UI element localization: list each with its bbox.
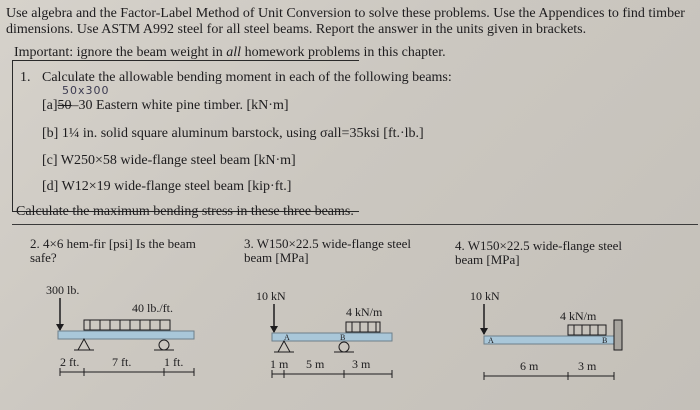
p3-roller-support: [339, 342, 349, 352]
problem-1-number: 1.: [20, 70, 31, 85]
p4-fixed-wall: [614, 320, 622, 350]
p3-beam: [272, 333, 392, 341]
p3-dim-3: 3 m: [352, 357, 371, 371]
p2-pin-support: [78, 339, 90, 350]
p2-roller-support: [159, 340, 169, 350]
p2-dim-3: 1 ft.: [164, 355, 184, 369]
problem-1-text: Calculate the allowable bending moment in each of the following beams:: [42, 70, 452, 85]
problem-2-beam-diagram: [40, 280, 220, 390]
problem-2-title-1: 2. 4×6 hem-fir [psi] Is the beam: [30, 236, 196, 251]
p2-dim-1: 2 ft.: [60, 355, 80, 369]
p3-pin-support: [278, 341, 290, 352]
p3-dim-1: 1 m: [270, 357, 289, 371]
intro-line-1: Use algebra and the Factor-Label Method of Unit Conversion to solve these problems. Use the Appendices to find timber: [6, 6, 685, 21]
intro-line-2: dimensions. Use ASTM A992 steel for all steel beams. Report the answer in the units given in brackets.: [6, 22, 587, 37]
p2-point-load-label: 300 lb.: [46, 283, 80, 297]
p2-dist-load-label: 40 lb./ft.: [132, 301, 173, 315]
stress-header: Calculate the maximum bending stress in these three beams.: [16, 204, 354, 219]
p4-dim-1: 6 m: [520, 359, 539, 373]
problem-3-title-2: beam [MPa]: [244, 250, 309, 265]
p4-beam: [484, 336, 614, 344]
problem-3-title-1: 3. W150×22.5 wide-flange steel: [244, 236, 412, 251]
handwritten-note: 50x300: [62, 84, 110, 97]
p4-point-load-label: 10 kN: [470, 289, 500, 303]
p3-dim-2: 5 m: [306, 357, 325, 371]
problem-4-title-1: 4. W150×22.5 wide-flange steel: [455, 238, 623, 253]
p4-label-a: A: [488, 336, 494, 345]
p2-dim-2: 7 ft.: [112, 355, 132, 369]
p3-dist-load-box: [346, 322, 380, 332]
p3-label-b: B: [340, 333, 346, 342]
problem-4-beam-diagram: [470, 280, 650, 390]
p3-dist-load-label: 4 kN/m: [346, 305, 383, 319]
important-note: Important: ignore the beam weight in all homework problems in this chapter.: [14, 45, 446, 60]
problem-1a: [a]50–30 Eastern white pine timber. [kN·m]: [42, 98, 289, 113]
problem-1d: [d] W12×19 wide-flange steel beam [kip·ft.]: [42, 179, 292, 194]
p4-label-b: B: [602, 336, 608, 345]
p4-dist-load-label: 4 kN/m: [560, 309, 597, 323]
p2-dist-load-box: [84, 320, 170, 330]
p3-point-load-label: 10 kN: [256, 289, 286, 303]
problem-1c: [c] W250×58 wide-flange steel beam [kN·m]: [42, 153, 296, 168]
divider: [12, 224, 698, 225]
problem-1b: [b] 1¼ in. solid square aluminum barstock, using σall=35ksi [ft.·lb.]: [42, 126, 424, 141]
p4-dim-2: 3 m: [578, 359, 597, 373]
p2-beam: [58, 331, 194, 339]
p3-label-a: A: [284, 333, 290, 342]
problem-4-title-2: beam [MPa]: [455, 252, 520, 267]
problem-2-title-2: safe?: [30, 250, 57, 265]
problem-3-beam-diagram: [252, 280, 432, 390]
